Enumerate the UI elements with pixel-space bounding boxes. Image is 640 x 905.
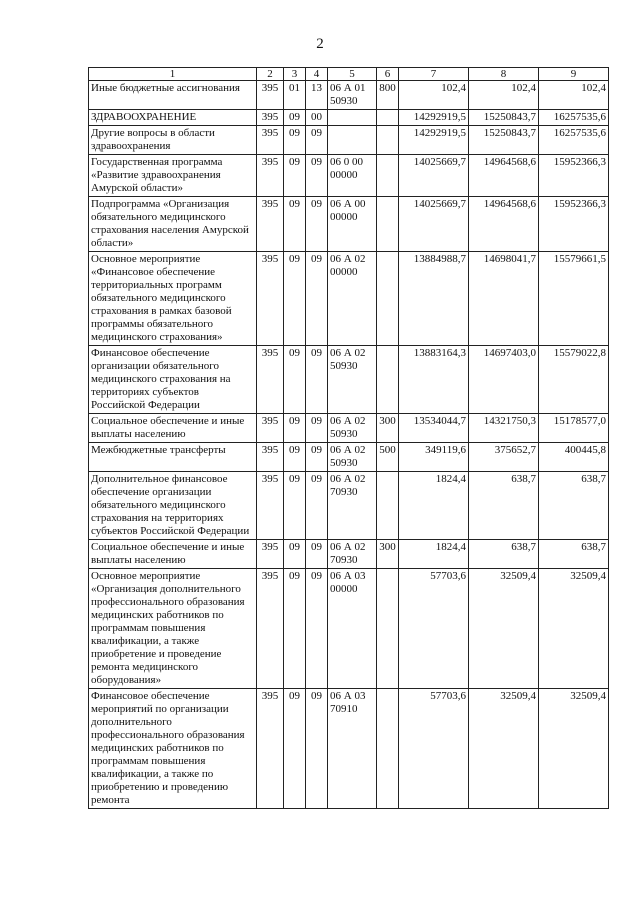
amount-year2-cell: 15250843,7 <box>469 126 539 155</box>
subsection-code-cell: 09 <box>306 414 328 443</box>
table-row <box>89 472 609 540</box>
amount-year1-cell: 13883164,3 <box>399 346 469 414</box>
amount-year3-cell: 400445,8 <box>539 443 609 472</box>
amount-year2-cell: 15250843,7 <box>469 110 539 126</box>
section-code-cell: 09 <box>284 346 306 414</box>
table-row <box>89 81 609 110</box>
amount-year2-cell: 375652,7 <box>469 443 539 472</box>
section-code-cell: 09 <box>284 110 306 126</box>
ministry-code-cell: 395 <box>257 346 284 414</box>
amount-year2-cell: 32509,4 <box>469 569 539 689</box>
ministry-code-cell: 395 <box>257 126 284 155</box>
row-name-cell: Финансовое обеспечение организации обязательного медицинского страхования на территориях субъектов Российской Федерации <box>89 346 257 414</box>
section-code-cell: 09 <box>284 155 306 197</box>
subsection-code-cell: 00 <box>306 110 328 126</box>
column-header: 9 <box>539 68 609 81</box>
amount-year1-cell: 14292919,5 <box>399 126 469 155</box>
section-code-cell: 09 <box>284 689 306 809</box>
row-name-cell: Социальное обеспечение и иные выплаты населению <box>89 540 257 569</box>
section-code-cell: 09 <box>284 252 306 346</box>
amount-year1-cell: 14292919,5 <box>399 110 469 126</box>
amount-year1-cell: 13534044,7 <box>399 414 469 443</box>
table-row <box>89 197 609 252</box>
table-row <box>89 110 609 126</box>
section-code-cell: 09 <box>284 569 306 689</box>
ministry-code-cell: 395 <box>257 443 284 472</box>
table-header-row <box>89 68 609 81</box>
target-article-cell: 06 А 00 00000 <box>328 197 377 252</box>
column-header: 3 <box>284 68 306 81</box>
expense-type-cell: 800 <box>377 81 399 110</box>
subsection-code-cell: 09 <box>306 443 328 472</box>
subsection-code-cell: 09 <box>306 155 328 197</box>
subsection-code-cell: 09 <box>306 126 328 155</box>
column-header: 8 <box>469 68 539 81</box>
amount-year3-cell: 15178577,0 <box>539 414 609 443</box>
amount-year2-cell: 638,7 <box>469 472 539 540</box>
table-row <box>89 689 609 809</box>
expense-type-cell <box>377 197 399 252</box>
amount-year1-cell: 102,4 <box>399 81 469 110</box>
target-article-cell: 06 А 02 50930 <box>328 414 377 443</box>
table-row <box>89 346 609 414</box>
row-name-cell: Межбюджетные трансферты <box>89 443 257 472</box>
section-code-cell: 09 <box>284 414 306 443</box>
expense-type-cell <box>377 252 399 346</box>
amount-year1-cell: 14025669,7 <box>399 197 469 252</box>
ministry-code-cell: 395 <box>257 155 284 197</box>
amount-year3-cell: 638,7 <box>539 540 609 569</box>
row-name-cell: ЗДРАВООХРАНЕНИЕ <box>89 110 257 126</box>
row-name-cell: Основное мероприятие «Организация дополнительного профессионального образования медицинских работников по программам повышения квалификации, а также приобретение и проведение ремонта медицинского оборудования» <box>89 569 257 689</box>
ministry-code-cell: 395 <box>257 110 284 126</box>
section-code-cell: 09 <box>284 472 306 540</box>
subsection-code-cell: 09 <box>306 252 328 346</box>
subsection-code-cell: 09 <box>306 346 328 414</box>
amount-year1-cell: 57703,6 <box>399 569 469 689</box>
target-article-cell <box>328 110 377 126</box>
expense-type-cell <box>377 689 399 809</box>
ministry-code-cell: 395 <box>257 81 284 110</box>
subsection-code-cell: 09 <box>306 569 328 689</box>
expense-type-cell <box>377 155 399 197</box>
amount-year1-cell: 13884988,7 <box>399 252 469 346</box>
column-header: 4 <box>306 68 328 81</box>
subsection-code-cell: 09 <box>306 472 328 540</box>
budget-table <box>88 67 609 809</box>
table-row <box>89 155 609 197</box>
subsection-code-cell: 09 <box>306 689 328 809</box>
ministry-code-cell: 395 <box>257 414 284 443</box>
expense-type-cell: 300 <box>377 414 399 443</box>
ministry-code-cell: 395 <box>257 689 284 809</box>
row-name-cell: Другие вопросы в области здравоохранения <box>89 126 257 155</box>
subsection-code-cell: 09 <box>306 540 328 569</box>
section-code-cell: 09 <box>284 197 306 252</box>
amount-year3-cell: 32509,4 <box>539 569 609 689</box>
row-name-cell: Дополнительное финансовое обеспечение организации обязательного медицинского страхования на территориях субъектов Российской Федерации <box>89 472 257 540</box>
amount-year2-cell: 14964568,6 <box>469 197 539 252</box>
amount-year1-cell: 1824,4 <box>399 472 469 540</box>
target-article-cell: 06 А 03 00000 <box>328 569 377 689</box>
amount-year1-cell: 57703,6 <box>399 689 469 809</box>
amount-year3-cell: 16257535,6 <box>539 126 609 155</box>
amount-year2-cell: 14698041,7 <box>469 252 539 346</box>
target-article-cell <box>328 126 377 155</box>
section-code-cell: 09 <box>284 126 306 155</box>
row-name-cell: Подпрограмма «Организация обязательного медицинского страхования населения Амурской области» <box>89 197 257 252</box>
amount-year2-cell: 638,7 <box>469 540 539 569</box>
expense-type-cell <box>377 472 399 540</box>
amount-year3-cell: 15579661,5 <box>539 252 609 346</box>
target-article-cell: 06 А 02 00000 <box>328 252 377 346</box>
column-header: 7 <box>399 68 469 81</box>
target-article-cell: 06 0 00 00000 <box>328 155 377 197</box>
amount-year2-cell: 14964568,6 <box>469 155 539 197</box>
target-article-cell: 06 А 01 50930 <box>328 81 377 110</box>
target-article-cell: 06 А 02 50930 <box>328 443 377 472</box>
table-row <box>89 126 609 155</box>
amount-year2-cell: 14697403,0 <box>469 346 539 414</box>
expense-type-cell <box>377 126 399 155</box>
table-row <box>89 414 609 443</box>
section-code-cell: 09 <box>284 540 306 569</box>
expense-type-cell <box>377 110 399 126</box>
table-row <box>89 252 609 346</box>
amount-year1-cell: 1824,4 <box>399 540 469 569</box>
amount-year3-cell: 32509,4 <box>539 689 609 809</box>
ministry-code-cell: 395 <box>257 472 284 540</box>
expense-type-cell <box>377 569 399 689</box>
target-article-cell: 06 А 03 70910 <box>328 689 377 809</box>
subsection-code-cell: 13 <box>306 81 328 110</box>
expense-type-cell <box>377 346 399 414</box>
target-article-cell: 06 А 02 50930 <box>328 346 377 414</box>
amount-year3-cell: 102,4 <box>539 81 609 110</box>
row-name-cell: Иные бюджетные ассигнования <box>89 81 257 110</box>
row-name-cell: Финансовое обеспечение мероприятий по организации дополнительного профессионального образования медицинских работников по программам повышения квалификации, а также по приобретению и проведению ремонта <box>89 689 257 809</box>
amount-year1-cell: 14025669,7 <box>399 155 469 197</box>
amount-year3-cell: 15579022,8 <box>539 346 609 414</box>
expense-type-cell: 300 <box>377 540 399 569</box>
table-row <box>89 443 609 472</box>
section-code-cell: 09 <box>284 443 306 472</box>
amount-year3-cell: 15952366,3 <box>539 197 609 252</box>
ministry-code-cell: 395 <box>257 569 284 689</box>
subsection-code-cell: 09 <box>306 197 328 252</box>
column-header: 1 <box>89 68 257 81</box>
ministry-code-cell: 395 <box>257 540 284 569</box>
amount-year2-cell: 14321750,3 <box>469 414 539 443</box>
row-name-cell: Социальное обеспечение и иные выплаты населению <box>89 414 257 443</box>
ministry-code-cell: 395 <box>257 197 284 252</box>
section-code-cell: 01 <box>284 81 306 110</box>
column-header: 6 <box>377 68 399 81</box>
column-header: 2 <box>257 68 284 81</box>
expense-type-cell: 500 <box>377 443 399 472</box>
ministry-code-cell: 395 <box>257 252 284 346</box>
page-number: 2 <box>316 36 324 52</box>
table-row <box>89 540 609 569</box>
row-name-cell: Основное мероприятие «Финансовое обеспечение территориальных программ обязательного медицинского страхования в рамках базовой программы обязательного медицинского страхования» <box>89 252 257 346</box>
target-article-cell: 06 А 02 70930 <box>328 472 377 540</box>
target-article-cell: 06 А 02 70930 <box>328 540 377 569</box>
amount-year3-cell: 638,7 <box>539 472 609 540</box>
amount-year1-cell: 349119,6 <box>399 443 469 472</box>
column-header: 5 <box>328 68 377 81</box>
amount-year2-cell: 102,4 <box>469 81 539 110</box>
row-name-cell: Государственная программа «Развитие здравоохранения Амурской области» <box>89 155 257 197</box>
amount-year3-cell: 16257535,6 <box>539 110 609 126</box>
amount-year3-cell: 15952366,3 <box>539 155 609 197</box>
table-row <box>89 569 609 689</box>
amount-year2-cell: 32509,4 <box>469 689 539 809</box>
